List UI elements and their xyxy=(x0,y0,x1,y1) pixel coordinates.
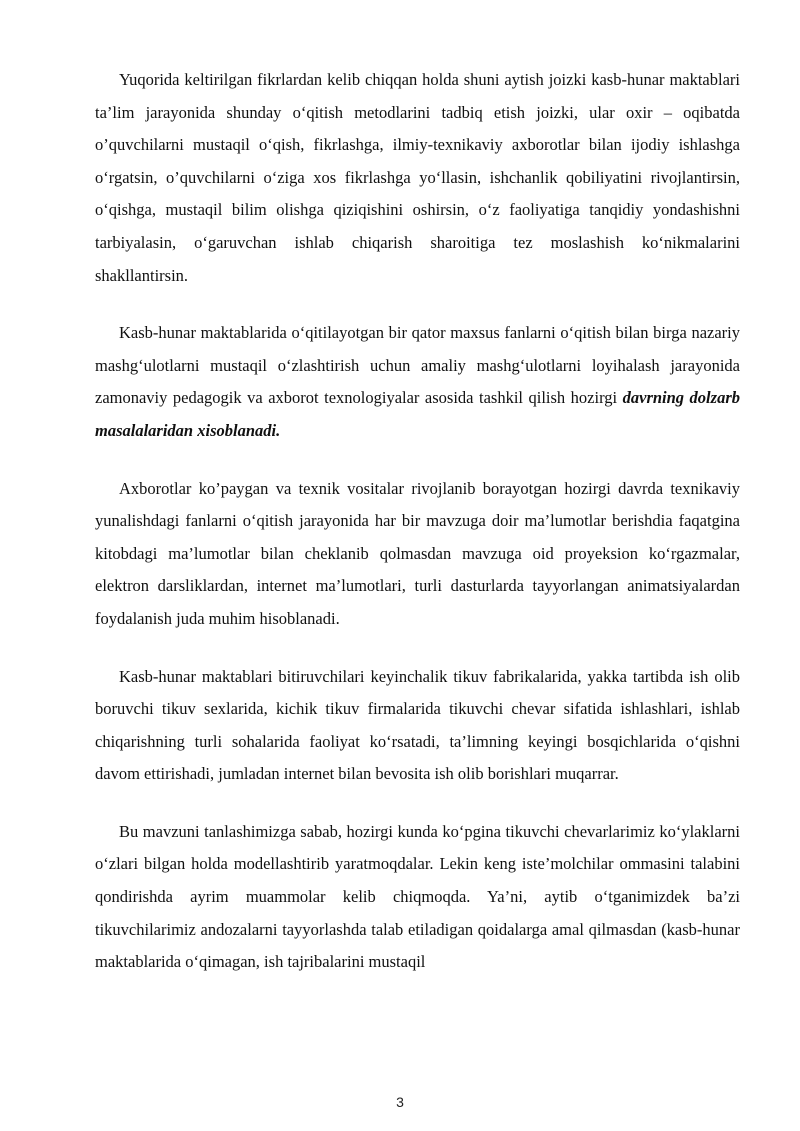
document-body xyxy=(95,64,740,1004)
paragraph-3-text: Axborotlar ko’paygan va texnik vositalar rivojlanib borayotgan hozirgi davrda texnikaviy yunalishdagi fanlarni o‘qitish jarayonida har bir mavzuga doir ma’lumotlar berishdia faqatgina kitobdagi ma’lumotlar bilan cheklanib qolmasdan mavzuga oid proyeksion ko‘rgazmalar, elektron darsliklardan, internet ma’lumotlari, turli dasturlarda tayyorlangan animatsiyalardan foydalanish juda muhim hisoblanadi. xyxy=(95,478,740,628)
paragraph-4-text: Kasb-hunar maktablari bitiruvchilari keyinchalik tikuv fabrikalarida, yakka tartibda ish olib boruvchi tikuv sexlarida, kichik tikuv firmalarida tikuvchi chevar sifatida ishlashlari, ishlab chiqarishning turli sohalarida faoliyat ko‘rsatadi, ta’limning keyingi bosqichlarida o‘qishni davom ettirishadi, jumladan internet bilan bevosita ish olib borishlari muqarrar. xyxy=(95,666,740,784)
paragraph-5-text: Bu mavzuni tanlashimizga sabab, hozirgi kunda ko‘pgina tikuvchi chevarlarimiz ko‘ylaklarni o‘zlari bilgan holda modellashtirib yaratmoqdalar. Lekin keng iste’molchilar ommasini talabini qondirishda ayrim muammolar kelib chiqmoqda. Ya’ni, aytib o‘tganimizdek ba’zi tikuvchilarimiz andozalarni tayyorlashda talab etiladigan qoidalarga amal qilmasdan (kasb-hunar maktablarida o‘qimagan, ish tajribalarini mustaqil xyxy=(95,821,740,972)
page-number: 3 xyxy=(396,1094,404,1110)
paragraph-2 xyxy=(95,317,740,447)
paragraph-3 xyxy=(95,473,740,636)
paragraph-5 xyxy=(95,816,740,979)
paragraph-2-emphasis: davrning dolzarb masalalaridan xisoblanadi. xyxy=(95,388,740,440)
paragraph-1 xyxy=(95,64,740,292)
paragraph-1-text: Yuqorida keltirilgan fikrlardan kelib chiqqan holda shuni aytish joizki kasb-hunar maktablari ta’lim jarayonida shunday o‘qitish metodlarini tadbiq etish joizki, ular oxir – oqibatda o’quvchilarni mustaqil o‘qish, fikrlashga, ilmiy-texnikaviy axborotlar bilan ijodiy ishlashga o‘rgatsin, o’quvchilarni o‘ziga xos fikrlashga yo‘llasin, ishchanlik qobiliyatini rivojlantirsin, o‘qishga, mustaqil bilim olishga qiziqishini oshirsin, o‘z faoliyatiga tanqidiy yondashishni tarbiyalasin, o‘garuvchan ishlab chiqarish sharoitiga tez moslashish ko‘nikmalarini shakllantirsin. xyxy=(95,70,740,285)
paragraph-4 xyxy=(95,661,740,791)
paragraph-2-text: Kasb-hunar maktablarida o‘qitilayotgan bir qator maxsus fanlarni o‘qitish bilan birga nazariy mashg‘ulotlarni mustaqil o‘zlashtirish uchun amaliy mashg‘ulotlarni loyihalash jarayonida zamonaviy pedagogik va axborot texnologiyalar asosida tashkil qilish hozirgi xyxy=(95,323,740,408)
